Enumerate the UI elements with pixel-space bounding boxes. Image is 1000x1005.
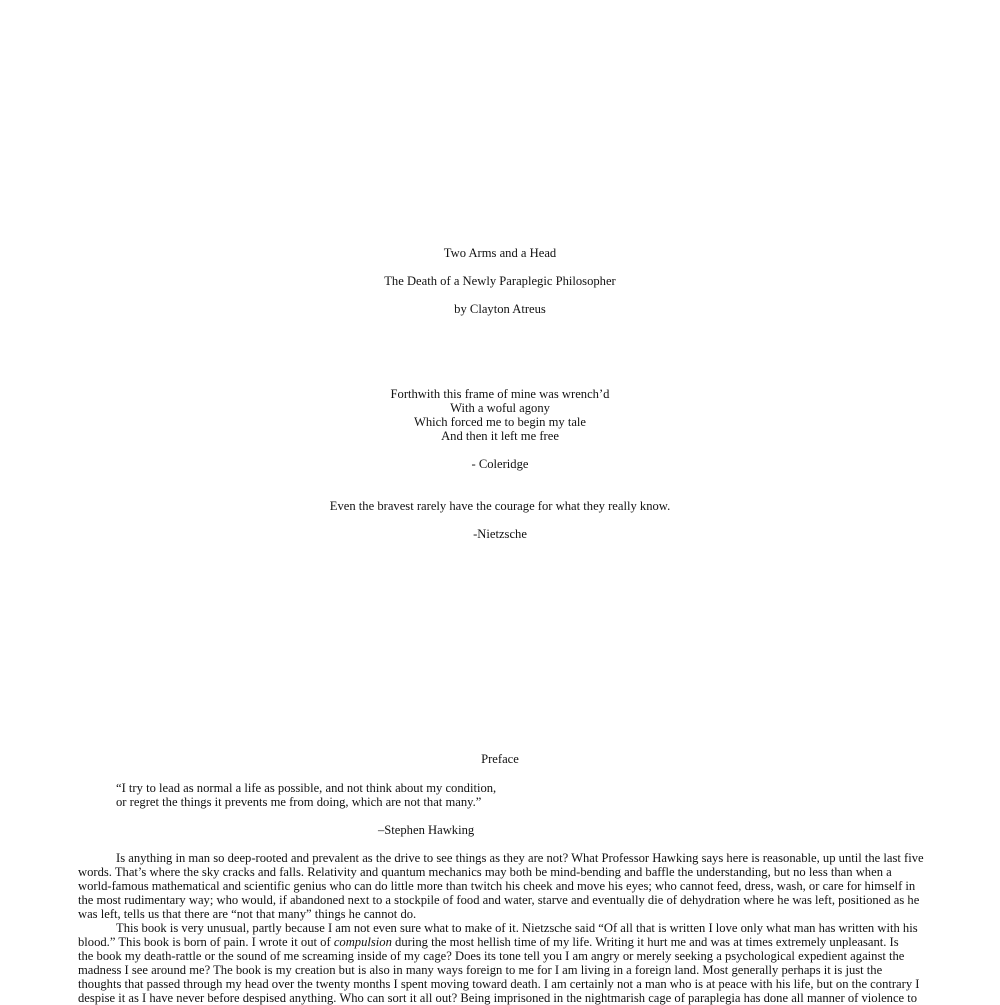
preface-epigraph-line: or regret the things it prevents me from doing, which are not that many.” (116, 795, 482, 809)
book-subtitle: The Death of a Newly Paraplegic Philosopher (384, 274, 616, 288)
body-line: This book is very unusual, partly because I am not even sure what to make of it. Nietzsche said “Of all that is written I love only what man has written with his (116, 921, 918, 935)
poem-epigraph (0, 387, 1000, 443)
quote-attribution: -Nietzsche (473, 527, 527, 541)
body-line: world-famous mathematical and scientific genius who can do little more than twitch his cheek and move his eyes; who cannot feed, dress, wash, or care for himself in (78, 879, 916, 893)
body-line: words. That’s where the sky cracks and falls. Relativity and quantum mechanics may both be mind-bending and baffle the understanding, but no less than when a (78, 865, 892, 879)
preface-body (78, 851, 923, 1005)
book-author: by Clayton Atreus (454, 302, 546, 316)
book-title: Two Arms and a Head (443, 246, 557, 260)
body-line: thoughts that passed through my head over the twenty months I spent moving toward death. I am certainly not a man who is at peace with his life, but on the contrary I (78, 977, 920, 991)
body-line-start: blood.” This book is born of pain. I wrote it out of (78, 935, 334, 949)
body-line-mixed (78, 935, 923, 949)
body-line: Is anything in man so deep-rooted and prevalent as the drive to see things as they are not? What Professor Hawking says here is reasonable, up until the last five (116, 851, 924, 865)
poem-line: Forthwith this frame of mine was wrench’d (390, 387, 610, 401)
preface-epigraph-line: “I try to lead as normal a life as possible, and not think about my condition, (116, 781, 497, 795)
preface-epigraph-attribution: –Stephen Hawking (378, 823, 475, 837)
italic-word: compulsion (333, 935, 392, 949)
poem-line: Which forced me to begin my tale (413, 415, 587, 429)
poem-line: And then it left me free (441, 429, 559, 443)
preface-heading: Preface (481, 752, 519, 766)
body-line: was left, tells us that there are “not that many” things he cannot do. (78, 907, 417, 921)
body-line: despise it as I have never before despised anything. Who can sort it all out? Being imprisoned in the nightmarish cage of paraplegia has done all manner of violence to (78, 991, 918, 1005)
quote-epigraph: Even the bravest rarely have the courage for what they really know. (329, 499, 671, 513)
body-line-end: during the most hellish time of my life. Writing it hurt me and was at times extremely unpleasant. Is (391, 935, 899, 949)
poem-line: With a woful agony (450, 401, 550, 415)
preface-epigraph (116, 781, 496, 809)
body-line: the most rudimentary way; who would, if abandoned next to a stockpile of food and water, starve and eventually die of dehydration where he was left, positioned as he (78, 893, 920, 907)
body-line: madness I see around me? The book is my creation but is also in many ways foreign to me for I am living in a foreign land. Most generally perhaps it is just the (78, 963, 883, 977)
body-line: the book my death-rattle or the sound of me screaming inside of my cage? Does its tone tell you I am angry or merely seeking a psychological expedient against the (78, 949, 905, 963)
poem-attribution: - Coleridge (471, 457, 529, 471)
